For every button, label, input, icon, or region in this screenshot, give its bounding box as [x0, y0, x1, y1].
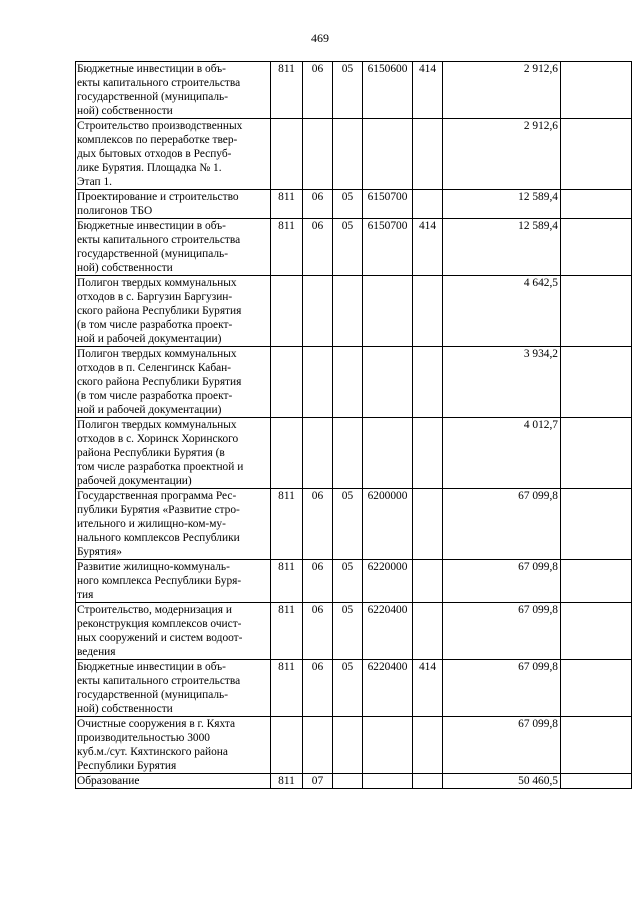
item-name-line: ной) собственности [77, 262, 173, 274]
item-name-line: (в том числе разработка проект- [77, 319, 233, 331]
table-row [76, 190, 632, 219]
item-name-line: куб.м./сут. Кяхтинского района [77, 746, 228, 758]
target-article-cell [363, 276, 413, 347]
amount-cell: 50 460,5 [443, 774, 561, 789]
ministry-code-cell: 811 [271, 660, 303, 717]
subsection-code-cell [333, 119, 363, 190]
expense-type-cell: 414 [413, 219, 443, 276]
item-name-line: Строительство производственных [77, 120, 243, 132]
expense-type-cell [413, 418, 443, 489]
empty-cell [561, 489, 632, 560]
item-name-line: ной) собственности [77, 105, 173, 117]
subsection-code-cell: 05 [333, 62, 363, 119]
item-name-line: публики Бурятия «Развитие стро- [77, 504, 240, 516]
item-name-line: том числе разработка проектной и [77, 461, 244, 473]
item-name-line: Бюджетные инвестиции в объ- [77, 220, 226, 232]
table-row [76, 418, 632, 489]
table-row [76, 489, 632, 560]
amount-cell: 4 642,5 [443, 276, 561, 347]
target-article-cell [363, 418, 413, 489]
item-name-line: Образование [77, 775, 140, 787]
section-code-cell: 06 [303, 660, 333, 717]
item-name-line: ных сооружений и систем водоот- [77, 632, 243, 644]
empty-cell [561, 774, 632, 789]
empty-cell [561, 347, 632, 418]
subsection-code-cell: 05 [333, 603, 363, 660]
target-article-cell: 6220400 [363, 603, 413, 660]
item-name-cell [76, 660, 271, 717]
item-name-line: отходов в с. Хоринск Хоринского [77, 433, 239, 445]
item-name-line: тия [77, 589, 94, 601]
table-row [76, 774, 632, 789]
item-name-line: Бюджетные инвестиции в объ- [77, 661, 226, 673]
target-article-cell [363, 119, 413, 190]
item-name-line: отходов в с. Баргузин Баргузин- [77, 291, 233, 303]
item-name-line: государственной (муниципаль- [77, 689, 229, 701]
item-name-line: ной и рабочей документации) [77, 404, 222, 416]
section-code-cell [303, 276, 333, 347]
ministry-code-cell [271, 347, 303, 418]
amount-cell: 2 912,6 [443, 62, 561, 119]
target-article-cell: 6220400 [363, 660, 413, 717]
item-name-line: ского района Республики Бурятия [77, 305, 242, 317]
empty-cell [561, 62, 632, 119]
item-name-line: (в том числе разработка проект- [77, 390, 233, 402]
table-row [76, 119, 632, 190]
ministry-code-cell: 811 [271, 560, 303, 603]
section-code-cell: 07 [303, 774, 333, 789]
item-name-line: Развитие жилищно-коммуналь- [77, 561, 230, 573]
item-name-line: полигонов ТБО [77, 205, 153, 217]
ministry-code-cell: 811 [271, 62, 303, 119]
section-code-cell [303, 347, 333, 418]
expense-type-cell [413, 774, 443, 789]
subsection-code-cell: 05 [333, 560, 363, 603]
item-name-line: производительностью 3000 [77, 732, 210, 744]
subsection-code-cell: 05 [333, 660, 363, 717]
empty-cell [561, 560, 632, 603]
item-name-cell [76, 347, 271, 418]
item-name-cell [76, 560, 271, 603]
table-row [76, 347, 632, 418]
expense-type-cell [413, 276, 443, 347]
item-name-line: Полигон твердых коммунальных [77, 419, 237, 431]
expense-type-cell [413, 190, 443, 219]
target-article-cell [363, 347, 413, 418]
item-name-line: Республики Бурятия [77, 760, 177, 772]
ministry-code-cell: 811 [271, 219, 303, 276]
ministry-code-cell [271, 119, 303, 190]
item-name-cell [76, 774, 271, 789]
ministry-code-cell: 811 [271, 190, 303, 219]
amount-cell: 12 589,4 [443, 190, 561, 219]
item-name-line: екты капитального строительства [77, 234, 241, 246]
expense-type-cell [413, 119, 443, 190]
empty-cell [561, 219, 632, 276]
item-name-cell [76, 717, 271, 774]
empty-cell [561, 717, 632, 774]
amount-cell: 2 912,6 [443, 119, 561, 190]
ministry-code-cell: 811 [271, 774, 303, 789]
amount-cell: 67 099,8 [443, 660, 561, 717]
item-name-line: отходов в п. Селенгинск Кабан- [77, 362, 232, 374]
amount-cell: 67 099,8 [443, 603, 561, 660]
item-name-cell [76, 603, 271, 660]
section-code-cell: 06 [303, 219, 333, 276]
target-article-cell: 6150600 [363, 62, 413, 119]
item-name-line: Проектирование и строительство [77, 191, 239, 203]
expense-type-cell [413, 560, 443, 603]
table-row [76, 660, 632, 717]
item-name-cell [76, 276, 271, 347]
empty-cell [561, 190, 632, 219]
target-article-cell: 6150700 [363, 219, 413, 276]
item-name-line: ительного и жилищно-ком-му- [77, 518, 226, 530]
table-row [76, 62, 632, 119]
ministry-code-cell [271, 717, 303, 774]
item-name-line: комплексов по переработке твер- [77, 134, 238, 146]
subsection-code-cell [333, 276, 363, 347]
subsection-code-cell [333, 774, 363, 789]
table-row [76, 560, 632, 603]
table-row [76, 717, 632, 774]
section-code-cell: 06 [303, 603, 333, 660]
target-article-cell: 6200000 [363, 489, 413, 560]
item-name-line: Этап 1. [77, 176, 113, 188]
subsection-code-cell: 05 [333, 489, 363, 560]
item-name-line: Бурятия» [77, 546, 122, 558]
subsection-code-cell [333, 717, 363, 774]
section-code-cell: 06 [303, 190, 333, 219]
item-name-cell [76, 219, 271, 276]
item-name-line: района Республики Бурятия (в [77, 447, 225, 459]
table-row [76, 603, 632, 660]
amount-cell: 12 589,4 [443, 219, 561, 276]
ministry-code-cell [271, 418, 303, 489]
empty-cell [561, 276, 632, 347]
item-name-line: нального комплексов Республики [77, 532, 240, 544]
section-code-cell [303, 119, 333, 190]
item-name-line: Бюджетные инвестиции в объ- [77, 63, 226, 75]
target-article-cell [363, 717, 413, 774]
item-name-line: реконструкция комплексов очист- [77, 618, 242, 630]
amount-cell: 67 099,8 [443, 560, 561, 603]
expense-type-cell: 414 [413, 660, 443, 717]
item-name-line: Государственная программа Рес- [77, 490, 237, 502]
item-name-line: ной) собственности [77, 703, 173, 715]
item-name-line: ведения [77, 646, 116, 658]
item-name-line: дых бытовых отходов в Респуб- [77, 148, 232, 160]
subsection-code-cell [333, 418, 363, 489]
item-name-line: государственной (муниципаль- [77, 91, 229, 103]
subsection-code-cell: 05 [333, 190, 363, 219]
item-name-cell [76, 190, 271, 219]
amount-cell: 67 099,8 [443, 717, 561, 774]
item-name-cell [76, 489, 271, 560]
target-article-cell: 6220000 [363, 560, 413, 603]
expense-type-cell [413, 603, 443, 660]
section-code-cell [303, 418, 333, 489]
empty-cell [561, 418, 632, 489]
empty-cell [561, 119, 632, 190]
ministry-code-cell: 811 [271, 603, 303, 660]
item-name-line: екты капитального строительства [77, 77, 241, 89]
expense-type-cell [413, 717, 443, 774]
expense-type-cell [413, 347, 443, 418]
item-name-line: Строительство, модернизация и [77, 604, 232, 616]
subsection-code-cell: 05 [333, 219, 363, 276]
section-code-cell: 06 [303, 489, 333, 560]
subsection-code-cell [333, 347, 363, 418]
item-name-line: Полигон твердых коммунальных [77, 277, 237, 289]
item-name-cell [76, 418, 271, 489]
item-name-line: Полигон твердых коммунальных [77, 348, 237, 360]
section-code-cell: 06 [303, 560, 333, 603]
item-name-line: лике Бурятия. Площадка № 1. [77, 162, 222, 174]
item-name-line: екты капитального строительства [77, 675, 241, 687]
item-name-line: рабочей документации) [77, 475, 192, 487]
expense-type-cell [413, 489, 443, 560]
target-article-cell: 6150700 [363, 190, 413, 219]
empty-cell [561, 660, 632, 717]
item-name-cell [76, 62, 271, 119]
section-code-cell [303, 717, 333, 774]
amount-cell: 4 012,7 [443, 418, 561, 489]
item-name-line: государственной (муниципаль- [77, 248, 229, 260]
amount-cell: 3 934,2 [443, 347, 561, 418]
target-article-cell [363, 774, 413, 789]
empty-cell [561, 603, 632, 660]
item-name-line: ского района Республики Бурятия [77, 376, 242, 388]
item-name-line: ного комплекса Республики Буря- [77, 575, 242, 587]
section-code-cell: 06 [303, 62, 333, 119]
item-name-line: Очистные сооружения в г. Кяхта [77, 718, 236, 730]
ministry-code-cell: 811 [271, 489, 303, 560]
expense-type-cell: 414 [413, 62, 443, 119]
ministry-code-cell [271, 276, 303, 347]
table-row [76, 276, 632, 347]
page-number: 469 [311, 31, 329, 45]
amount-cell: 67 099,8 [443, 489, 561, 560]
budget-table [75, 61, 632, 789]
item-name-cell [76, 119, 271, 190]
table-row [76, 219, 632, 276]
item-name-line: ной и рабочей документации) [77, 333, 222, 345]
